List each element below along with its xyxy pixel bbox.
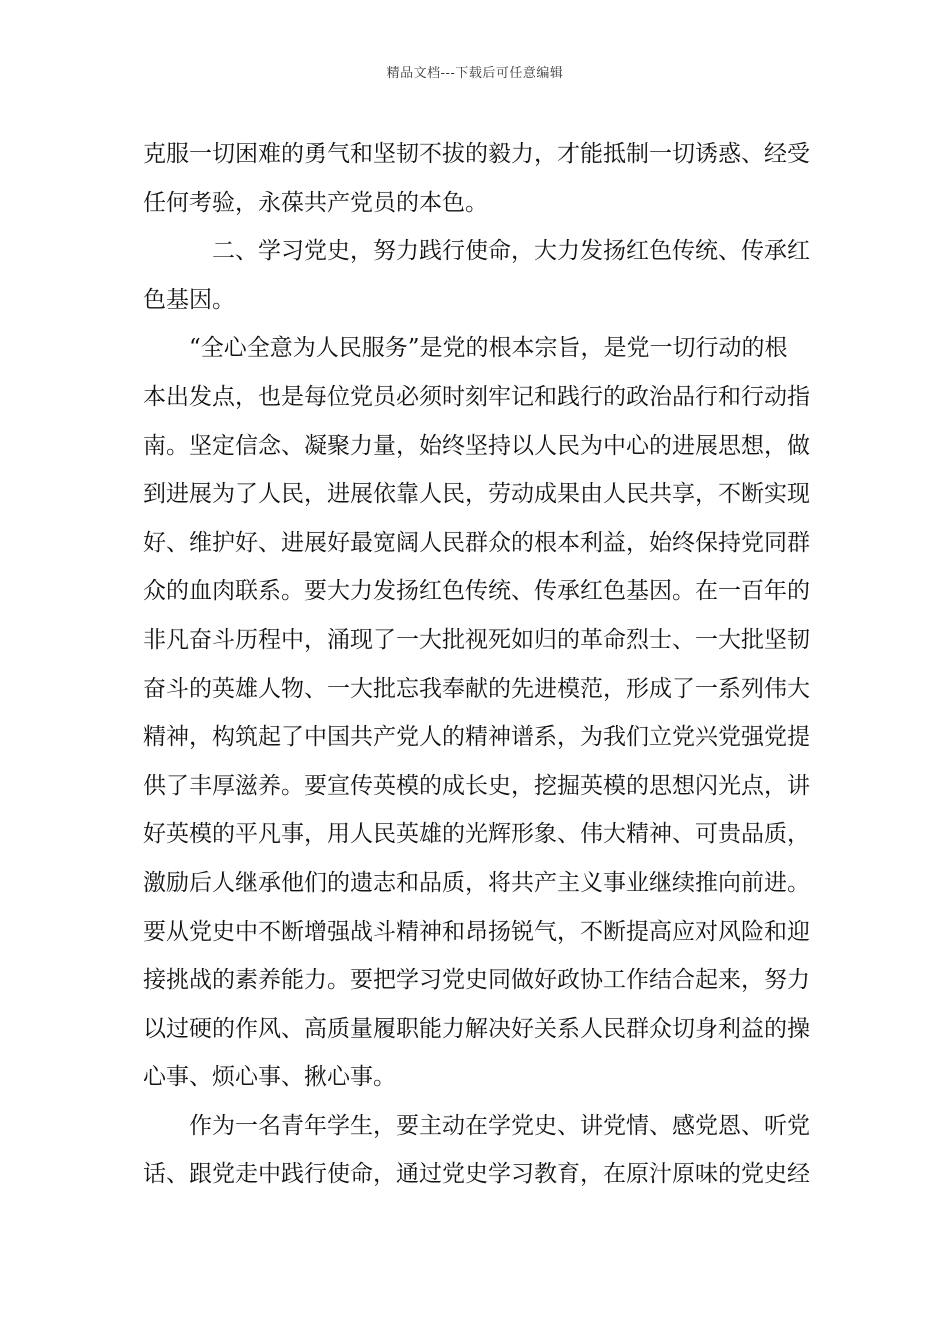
text-line: 任何考验，永葆共产党员的本色。 xyxy=(143,189,488,216)
paragraph-first-line: “全心全意为人民服务”是党的根本宗旨，是党一切行动的根 xyxy=(189,335,788,362)
text-line: 要从党史中不断增强战斗精神和昂扬锐气，不断提高应对风险和迎 xyxy=(143,918,810,945)
page-header: 精品文档---下载后可任意编辑 xyxy=(386,66,564,81)
section-heading-line: 色基因。 xyxy=(143,286,235,313)
text-line: 好英模的平凡事，用人民英雄的光辉形象、伟大精神、可贵品质， xyxy=(143,821,810,848)
text-line: 精神，构筑起了中国共产党人的精神谱系，为我们立党兴党强党提 xyxy=(143,724,810,751)
text-line: 好、维护好、进展好最宽阔人民群众的根本利益，始终保持党同群 xyxy=(143,529,810,556)
text-line: 克服一切困难的勇气和坚韧不拔的毅力，才能抵制一切诱惑、经受 xyxy=(143,141,810,167)
text-line: 本出发点，也是每位党员必须时刻牢记和践行的政治品行和行动指 xyxy=(143,383,810,410)
paragraph-first-line: 作为一名青年学生，要主动在学党史、讲党情、感党恩、听党 xyxy=(189,1112,810,1139)
text-line: 非凡奋斗历程中，涌现了一大批视死如归的革命烈士、一大批坚韧 xyxy=(143,626,810,653)
text-line: 心事、烦心事、揪心事。 xyxy=(143,1064,396,1091)
text-line: 南。坚定信念、凝聚力量，始终坚持以人民为中心的进展思想，做 xyxy=(143,432,810,459)
text-line: 接挑战的素养能力。要把学习党史同做好政协工作结合起来，努力 xyxy=(143,967,810,994)
text-line: 激励后人继承他们的遗志和品质，将共产主义事业继续推向前进。 xyxy=(143,869,810,896)
section-heading-line: 二、学习党史，努力践行使命，大力发扬红色传统、传承红 xyxy=(212,238,810,265)
body-text xyxy=(143,130,815,1199)
text-line: 以过硬的作风、高质量履职能力解决好关系人民群众切身利益的操 xyxy=(143,1015,810,1042)
text-line: 奋斗的英雄人物、一大批忘我奉献的先进模范，形成了一系列伟大 xyxy=(143,675,810,702)
text-line: 众的血肉联系。要大力发扬红色传统、传承红色基因。在一百年的 xyxy=(143,578,810,605)
text-line: 到进展为了人民，进展依靠人民，劳动成果由人民共享，不断实现 xyxy=(143,481,810,508)
text-line: 供了丰厚滋养。要宣传英模的成长史，挖掘英模的思想闪光点，讲 xyxy=(143,772,810,799)
text-line: 话、跟党走中践行使命，通过党史学习教育，在原汁原味的党史经 xyxy=(143,1161,810,1188)
